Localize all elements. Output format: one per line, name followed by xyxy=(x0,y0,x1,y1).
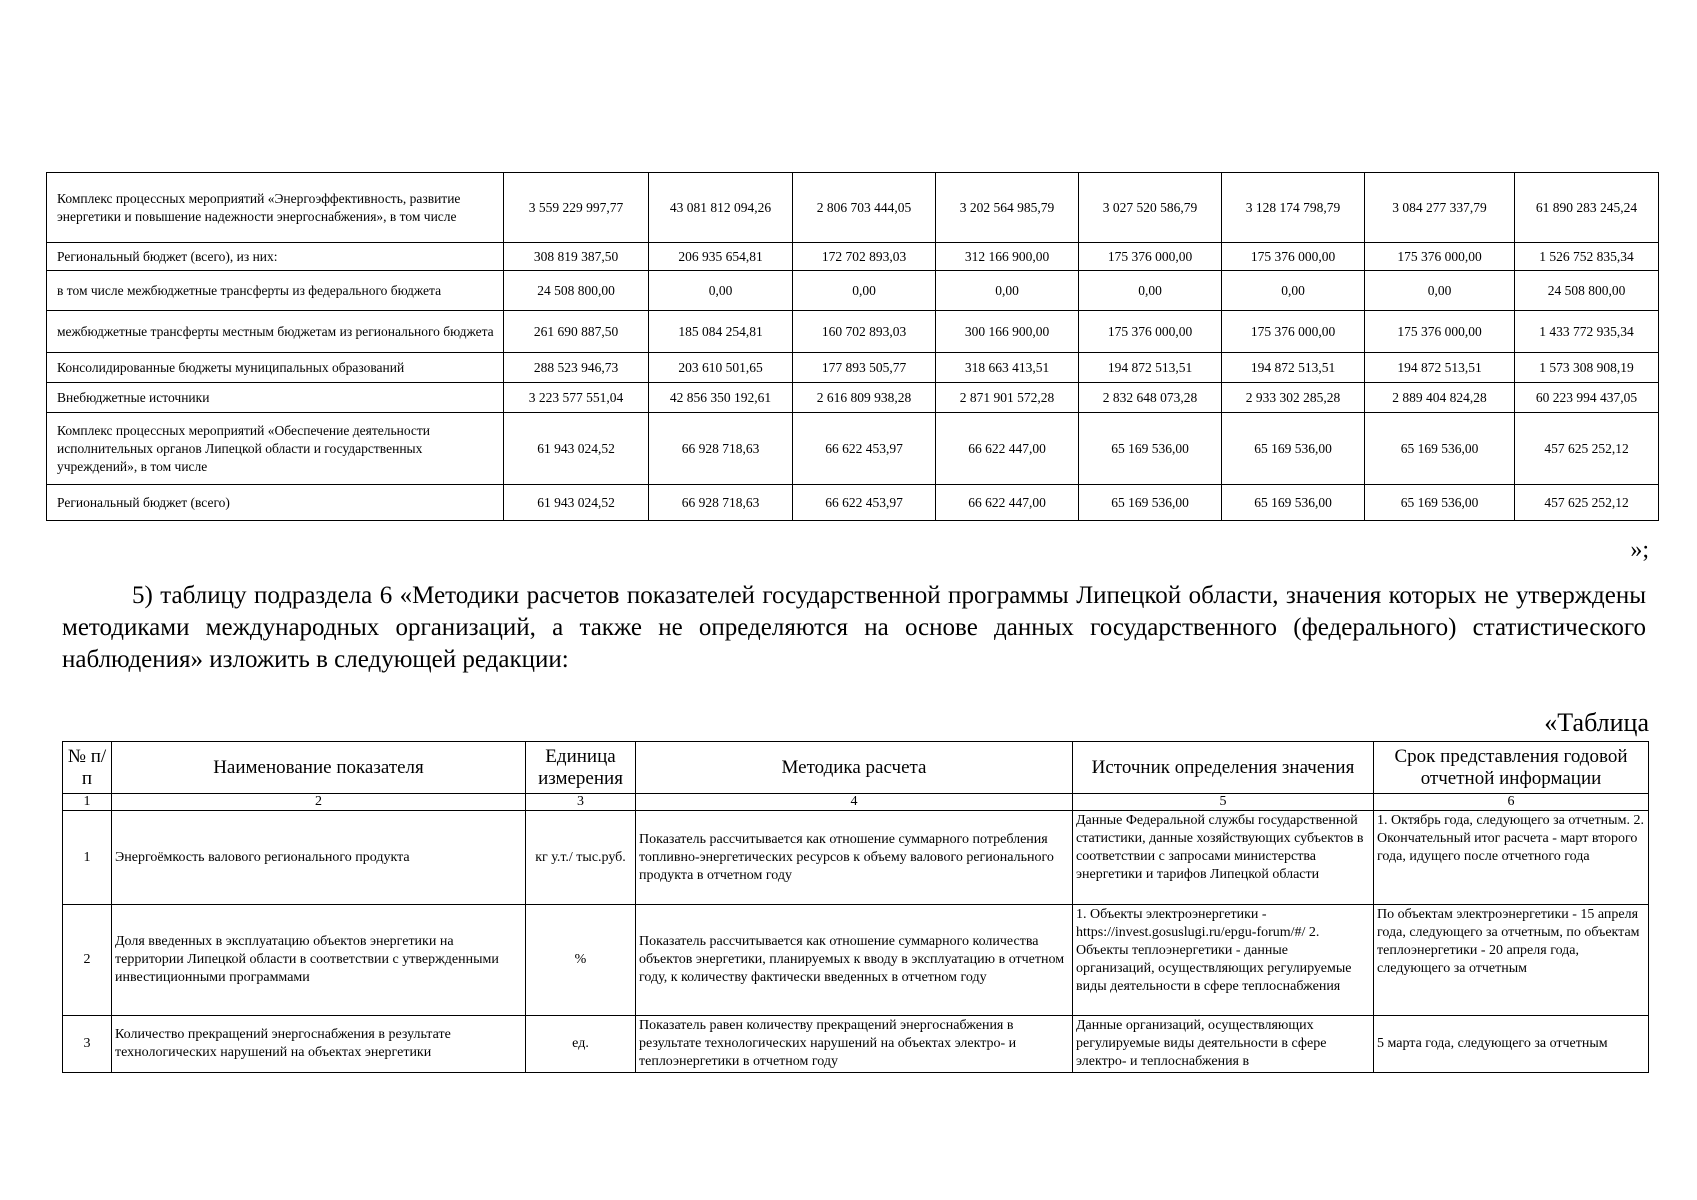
budget-row-label: Региональный бюджет (всего) xyxy=(47,485,504,521)
unit: ед. xyxy=(526,1016,636,1073)
row-number: 3 xyxy=(63,1016,112,1073)
budget-value: 194 872 513,51 xyxy=(1365,353,1515,383)
budget-row-label: Региональный бюджет (всего), из них: xyxy=(47,243,504,271)
indicator-name: Количество прекращений энергоснабжения в результате технологических нарушений на объектах энергетики xyxy=(112,1016,526,1073)
header-num: № п/п xyxy=(63,742,112,794)
budget-value: 24 508 800,00 xyxy=(504,271,649,311)
budget-value: 65 169 536,00 xyxy=(1222,413,1365,485)
closing-quote: »; xyxy=(1630,537,1649,563)
budget-value: 1 573 308 908,19 xyxy=(1515,353,1659,383)
budget-row xyxy=(47,485,1659,521)
budget-value: 65 169 536,00 xyxy=(1222,485,1365,521)
budget-row xyxy=(47,173,1659,243)
budget-value: 66 622 453,97 xyxy=(793,413,936,485)
budget-value: 65 169 536,00 xyxy=(1079,413,1222,485)
methods-row xyxy=(63,1016,1649,1073)
indicator-name: Энергоёмкость валового регионального продукта xyxy=(112,811,526,905)
row-number: 1 xyxy=(63,811,112,905)
budget-value: 3 128 174 798,79 xyxy=(1222,173,1365,243)
budget-value: 194 872 513,51 xyxy=(1079,353,1222,383)
budget-value: 185 084 254,81 xyxy=(649,311,793,353)
budget-value: 160 702 893,03 xyxy=(793,311,936,353)
budget-value: 66 928 718,63 xyxy=(649,413,793,485)
table-caption: «Таблица xyxy=(1544,708,1649,737)
budget-value: 175 376 000,00 xyxy=(1365,311,1515,353)
budget-value: 3 223 577 551,04 xyxy=(504,383,649,413)
column-number: 1 xyxy=(63,794,112,811)
budget-row xyxy=(47,271,1659,311)
budget-value: 1 433 772 935,34 xyxy=(1515,311,1659,353)
budget-value: 0,00 xyxy=(649,271,793,311)
budget-table-body xyxy=(47,173,1659,521)
unit: кг у.т./ тыс.руб. xyxy=(526,811,636,905)
header-unit: Единица измерения xyxy=(526,742,636,794)
budget-row xyxy=(47,243,1659,271)
calculation-method: Показатель рассчитывается как отношение суммарного количества объектов энергетики, планируемых к вводу в эксплуатацию в отчетном году, к количеству фактически введенных в отчетном году xyxy=(636,905,1073,1016)
column-number: 3 xyxy=(526,794,636,811)
value-source: Данные организаций, осуществляющих регулируемые виды деятельности в сфере электро- и теплоснабжения в xyxy=(1073,1016,1374,1073)
budget-value: 308 819 387,50 xyxy=(504,243,649,271)
budget-value: 261 690 887,50 xyxy=(504,311,649,353)
budget-row-label: Внебюджетные источники xyxy=(47,383,504,413)
budget-value: 175 376 000,00 xyxy=(1222,243,1365,271)
budget-value: 0,00 xyxy=(1222,271,1365,311)
column-number: 4 xyxy=(636,794,1073,811)
methods-table xyxy=(62,741,1649,1073)
budget-value: 66 928 718,63 xyxy=(649,485,793,521)
budget-value: 2 806 703 444,05 xyxy=(793,173,936,243)
budget-value: 66 622 453,97 xyxy=(793,485,936,521)
budget-value: 2 933 302 285,28 xyxy=(1222,383,1365,413)
budget-value: 61 943 024,52 xyxy=(504,413,649,485)
budget-value: 175 376 000,00 xyxy=(1365,243,1515,271)
methods-row xyxy=(63,811,1649,905)
budget-value: 2 832 648 073,28 xyxy=(1079,383,1222,413)
budget-value: 66 622 447,00 xyxy=(936,485,1079,521)
budget-row xyxy=(47,353,1659,383)
budget-value: 175 376 000,00 xyxy=(1222,311,1365,353)
budget-row-label: Комплекс процессных мероприятий «Обеспечение деятельности исполнительных органов Липецкой области и государственных учреждений», в том числе xyxy=(47,413,504,485)
budget-value: 203 610 501,65 xyxy=(649,353,793,383)
header-name: Наименование показателя xyxy=(112,742,526,794)
methods-header-row xyxy=(63,742,1649,794)
budget-value: 65 169 536,00 xyxy=(1079,485,1222,521)
budget-value: 61 890 283 245,24 xyxy=(1515,173,1659,243)
header-method: Методика расчета xyxy=(636,742,1073,794)
header-deadline: Срок представления годовой отчетной информации xyxy=(1374,742,1649,794)
budget-value: 65 169 536,00 xyxy=(1365,485,1515,521)
budget-table xyxy=(46,172,1659,521)
budget-row xyxy=(47,383,1659,413)
row-number: 2 xyxy=(63,905,112,1016)
budget-value: 0,00 xyxy=(1365,271,1515,311)
budget-value: 175 376 000,00 xyxy=(1079,243,1222,271)
budget-value: 0,00 xyxy=(1079,271,1222,311)
budget-value: 312 166 900,00 xyxy=(936,243,1079,271)
budget-value: 0,00 xyxy=(936,271,1079,311)
calculation-method: Показатель рассчитывается как отношение суммарного потребления топливно-энергетических ресурсов к объему валового регионального продукта в отчетном году xyxy=(636,811,1073,905)
budget-row-label: Консолидированные бюджеты муниципальных образований xyxy=(47,353,504,383)
budget-value: 3 084 277 337,79 xyxy=(1365,173,1515,243)
header-source: Источник определения значения xyxy=(1073,742,1374,794)
budget-row-label: Комплекс процессных мероприятий «Энергоэффективность, развитие энергетики и повышение надежности энергоснабжения», в том числе xyxy=(47,173,504,243)
budget-value: 60 223 994 437,05 xyxy=(1515,383,1659,413)
budget-value: 2 616 809 938,28 xyxy=(793,383,936,413)
budget-value: 300 166 900,00 xyxy=(936,311,1079,353)
budget-value: 3 202 564 985,79 xyxy=(936,173,1079,243)
budget-value: 175 376 000,00 xyxy=(1079,311,1222,353)
budget-row xyxy=(47,413,1659,485)
budget-value: 0,00 xyxy=(793,271,936,311)
value-source: 1. Объекты электроэнергетики - https://invest.gosuslugi.ru/epgu-forum/#/ 2. Объекты теплоэнергетики - данные организаций, осуществляющих регулируемые виды деятельности в сфере теплоснабжения xyxy=(1073,905,1374,1016)
budget-value: 172 702 893,03 xyxy=(793,243,936,271)
budget-value: 3 027 520 586,79 xyxy=(1079,173,1222,243)
budget-value: 288 523 946,73 xyxy=(504,353,649,383)
budget-value: 65 169 536,00 xyxy=(1365,413,1515,485)
reporting-deadline: 1. Октябрь года, следующего за отчетным. 2. Окончательный итог расчета - март второго года, идущего после отчетного года xyxy=(1374,811,1649,905)
budget-value: 3 559 229 997,77 xyxy=(504,173,649,243)
budget-value: 24 508 800,00 xyxy=(1515,271,1659,311)
budget-value: 194 872 513,51 xyxy=(1222,353,1365,383)
column-number: 2 xyxy=(112,794,526,811)
budget-value: 318 663 413,51 xyxy=(936,353,1079,383)
budget-row xyxy=(47,311,1659,353)
value-source: Данные Федеральной службы государственной статистики, данные хозяйствующих субъектов в соответствии с запросами министерства энергетики и тарифов Липецкой области xyxy=(1073,811,1374,905)
reporting-deadline: По объектам электроэнергетики - 15 апреля года, следующего за отчетным, по объектам теплоэнергетики - 20 апреля года, следующего за отчетным xyxy=(1374,905,1649,1016)
budget-value: 177 893 505,77 xyxy=(793,353,936,383)
budget-row-label: в том числе межбюджетные трансферты из федерального бюджета xyxy=(47,271,504,311)
reporting-deadline: 5 марта года, следующего за отчетным xyxy=(1374,1016,1649,1073)
budget-value: 2 889 404 824,28 xyxy=(1365,383,1515,413)
budget-value: 66 622 447,00 xyxy=(936,413,1079,485)
budget-value: 1 526 752 835,34 xyxy=(1515,243,1659,271)
budget-value: 61 943 024,52 xyxy=(504,485,649,521)
methods-row xyxy=(63,905,1649,1016)
column-number: 5 xyxy=(1073,794,1374,811)
indicator-name: Доля введенных в эксплуатацию объектов энергетики на территории Липецкой области в соответствии с утвержденными инвестиционными программами xyxy=(112,905,526,1016)
budget-value: 457 625 252,12 xyxy=(1515,485,1659,521)
column-number-row xyxy=(63,794,1649,811)
budget-value: 206 935 654,81 xyxy=(649,243,793,271)
budget-value: 457 625 252,12 xyxy=(1515,413,1659,485)
calculation-method: Показатель равен количеству прекращений энергоснабжения в результате технологических нарушений на объектах электро- и теплоэнергетики в отчетном году xyxy=(636,1016,1073,1073)
budget-value: 42 856 350 192,61 xyxy=(649,383,793,413)
budget-value: 2 871 901 572,28 xyxy=(936,383,1079,413)
unit: % xyxy=(526,905,636,1016)
amendment-paragraph: 5) таблицу подраздела 6 «Методики расчетов показателей государственной программы Липецкой области, значения которых не утверждены методиками международных организаций, а также не определяются на основе данных государственного (федерального) статистического наблюдения» изложить в следующей редакции: xyxy=(62,582,1646,673)
column-number: 6 xyxy=(1374,794,1649,811)
budget-value: 43 081 812 094,26 xyxy=(649,173,793,243)
budget-row-label: межбюджетные трансферты местным бюджетам из регионального бюджета xyxy=(47,311,504,353)
